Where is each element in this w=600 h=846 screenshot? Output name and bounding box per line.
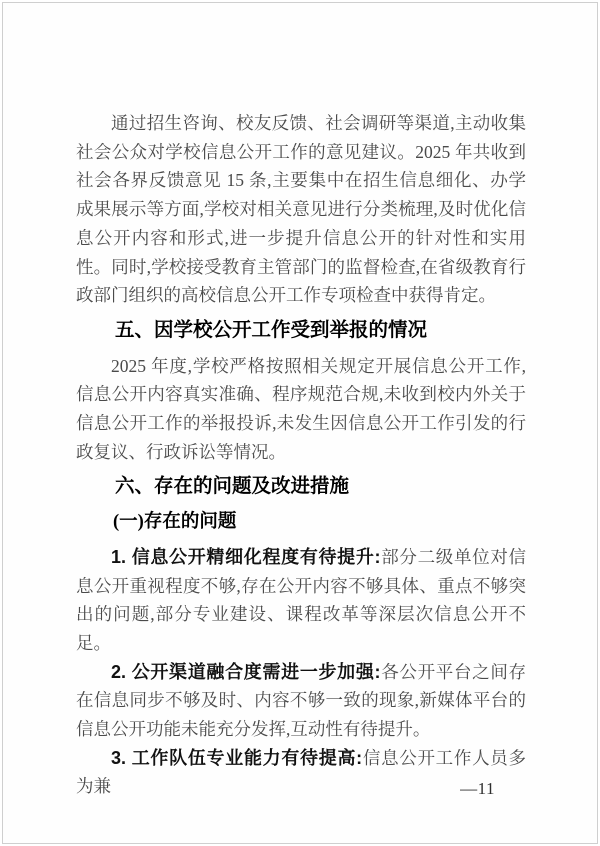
problem-item-1-lead: 1. 信息公开精细化程度有待提升: <box>111 546 381 567</box>
paragraph-feedback-channels: 通过招生咨询、校友反馈、社会调研等渠道,主动收集社会公众对学校信息公开工作的意见建议。2025 年共收到社会各界反馈意见 15 条,主要集中在招生信息细化、办学成果展示等方面,学校对相关意见进行分类梳理,及时优化信息公开内容和形式,进一步提升信息公开的针对性和实用性。同时,学校接受教育主管部门的监督检查,在省级教育行政部门组织的高校信息公开工作专项检查中获得肯定。 <box>76 113 526 306</box>
paragraph-no-complaints: 2025 年度,学校严格按照相关规定开展信息公开工作,信息公开内容真实准确、程序规范合规,未收到校内外关于信息公开工作的举报投诉,未发生因信息公开工作引发的行政复议、行政诉讼等情况。 <box>76 355 526 462</box>
problem-item-2 <box>76 658 526 744</box>
problem-item-1-text: 部分二级单位对信息公开重视程度不够,存在公开内容不够具体、重点不够突出的问题,部分专业建设、课程改革等深层次信息公开不足。 <box>76 546 526 653</box>
subsection-heading-problems: (一)存在的问题 <box>113 512 237 533</box>
section-heading-5: 五、因学校公开工作受到举报的情况 <box>115 318 428 341</box>
page-number: —11 <box>460 779 495 798</box>
document-page <box>2 2 598 844</box>
problem-item-2-text: 各公开平台之间存在信息同步不够及时、内容不够一致的现象,新媒体平台的信息公开功能未能充分发挥,互动性有待提升。 <box>76 661 526 740</box>
problem-item-3-text: 信息公开工作人员多为兼 <box>76 747 526 797</box>
problem-item-1 <box>76 543 526 658</box>
problem-item-2-lead: 2. 公开渠道融合度需进一步加强: <box>111 661 381 682</box>
problem-item-3 <box>76 744 526 801</box>
section-heading-6: 六、存在的问题及改进措施 <box>115 475 350 498</box>
problem-item-3-lead: 3. 工作队伍专业能力有待提高: <box>111 747 363 768</box>
document-body <box>76 109 526 801</box>
